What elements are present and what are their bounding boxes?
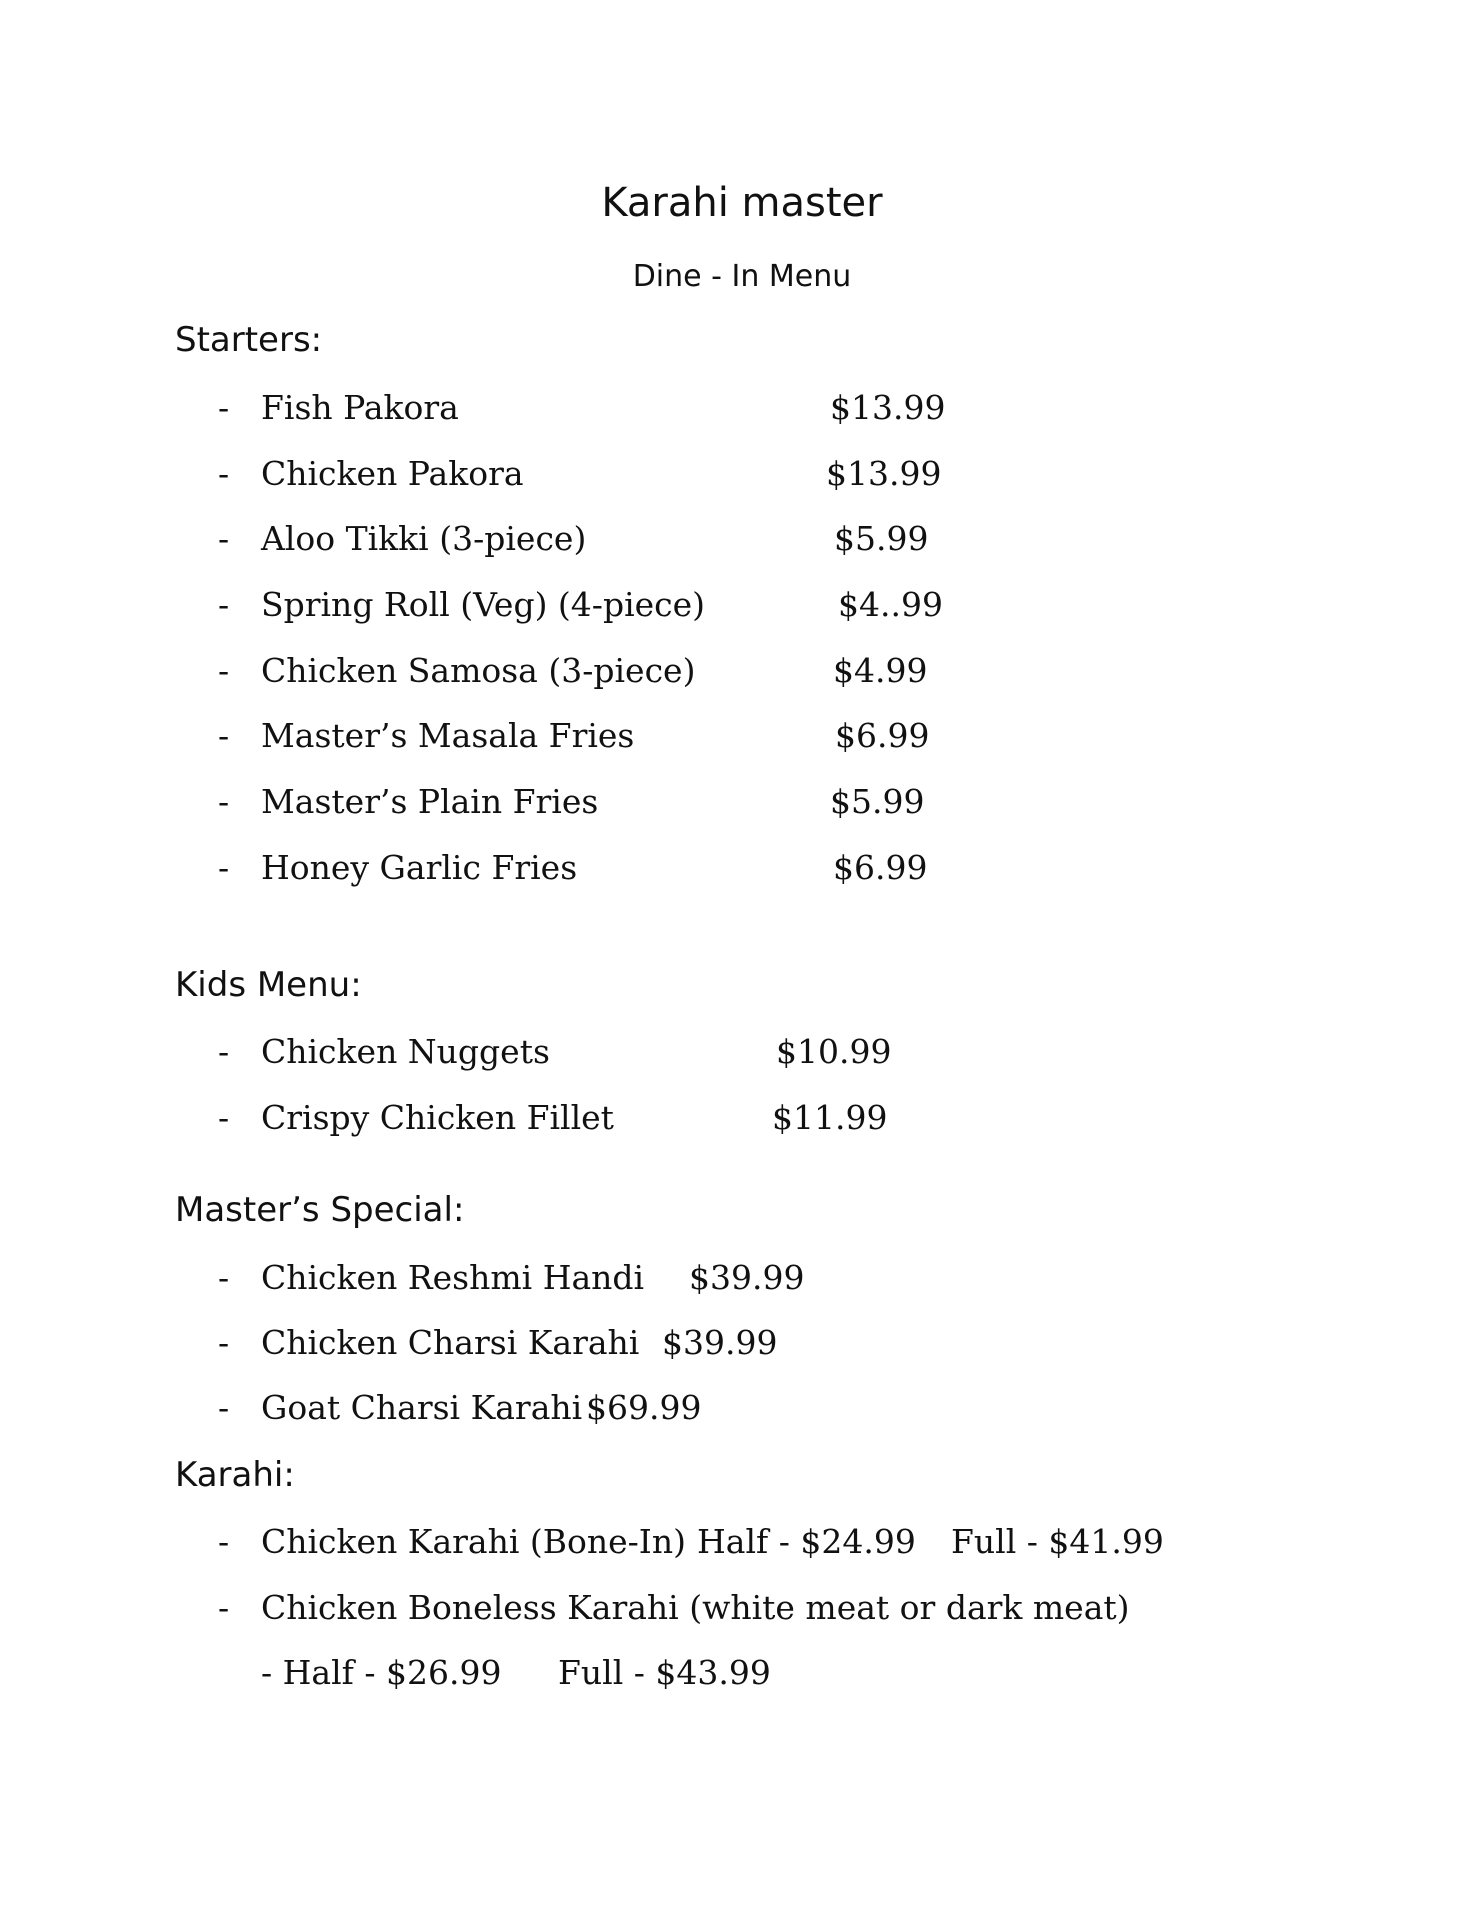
page-subtitle: Dine - In Menu <box>632 259 852 294</box>
bullet-dash: - <box>218 1323 230 1362</box>
item-name: Goat Charsi Karahi <box>261 1388 583 1427</box>
item-name: Chicken Reshmi Handi <box>261 1258 645 1297</box>
item-name: Chicken Karahi (Bone-In) <box>261 1522 686 1561</box>
bullet-dash: - <box>218 716 230 755</box>
item-price: $11.99 <box>772 1098 888 1137</box>
item-price-full: Full - $41.99 <box>951 1522 1164 1561</box>
item-name: Chicken Charsi Karahi <box>261 1323 640 1362</box>
section-heading-karahi: Karahi: <box>175 1455 295 1495</box>
bullet-dash: - <box>218 1032 230 1071</box>
item-price: $10.99 <box>776 1032 892 1071</box>
item-price: $4..99 <box>838 585 943 624</box>
item-price: $39.99 <box>689 1258 805 1297</box>
item-name: Chicken Samosa (3-piece) <box>261 651 696 690</box>
bullet-dash: - <box>218 585 230 624</box>
item-name: Chicken Nuggets <box>261 1032 550 1071</box>
bullet-dash: - <box>218 519 230 558</box>
item-name: Master’s Masala Fries <box>261 716 635 755</box>
bullet-dash: - <box>218 454 230 493</box>
section-heading-kids: Kids Menu: <box>175 965 362 1005</box>
bullet-dash: - <box>218 1522 230 1561</box>
section-heading-special: Master’s Special: <box>175 1190 465 1230</box>
item-name: Chicken Pakora <box>261 454 524 493</box>
item-name: Fish Pakora <box>261 388 459 427</box>
item-price: $4.99 <box>833 651 928 690</box>
item-price: $6.99 <box>835 716 930 755</box>
item-price: $13.99 <box>830 388 946 427</box>
item-price: $5.99 <box>830 782 925 821</box>
item-price: $5.99 <box>834 519 929 558</box>
item-name: Honey Garlic Fries <box>261 848 578 887</box>
bullet-dash: - <box>218 1098 230 1137</box>
bullet-dash: - <box>218 1258 230 1297</box>
bullet-dash: - <box>218 782 230 821</box>
item-price: $39.99 <box>662 1323 778 1362</box>
item-price: $13.99 <box>826 454 942 493</box>
page-title: Karahi master <box>601 180 883 226</box>
item-name: Master’s Plain Fries <box>261 782 599 821</box>
item-name: Chicken Boneless Karahi (white meat or dark meat) <box>261 1588 1130 1627</box>
item-price: $6.99 <box>833 848 928 887</box>
item-price-half: - Half - $26.99 <box>261 1653 502 1692</box>
bullet-dash: - <box>218 1588 230 1627</box>
item-name: Aloo Tikki (3-piece) <box>261 519 587 558</box>
item-name: Crispy Chicken Fillet <box>261 1098 614 1137</box>
bullet-dash: - <box>218 388 230 427</box>
bullet-dash: - <box>218 848 230 887</box>
bullet-dash: - <box>218 1388 230 1427</box>
bullet-dash: - <box>218 651 230 690</box>
item-price-full: Full - $43.99 <box>558 1653 771 1692</box>
item-price-half: Half - $24.99 <box>697 1522 916 1561</box>
item-price: $69.99 <box>586 1388 702 1427</box>
item-name: Spring Roll (Veg) (4-piece) <box>261 585 706 624</box>
section-heading-starters: Starters: <box>175 320 323 360</box>
